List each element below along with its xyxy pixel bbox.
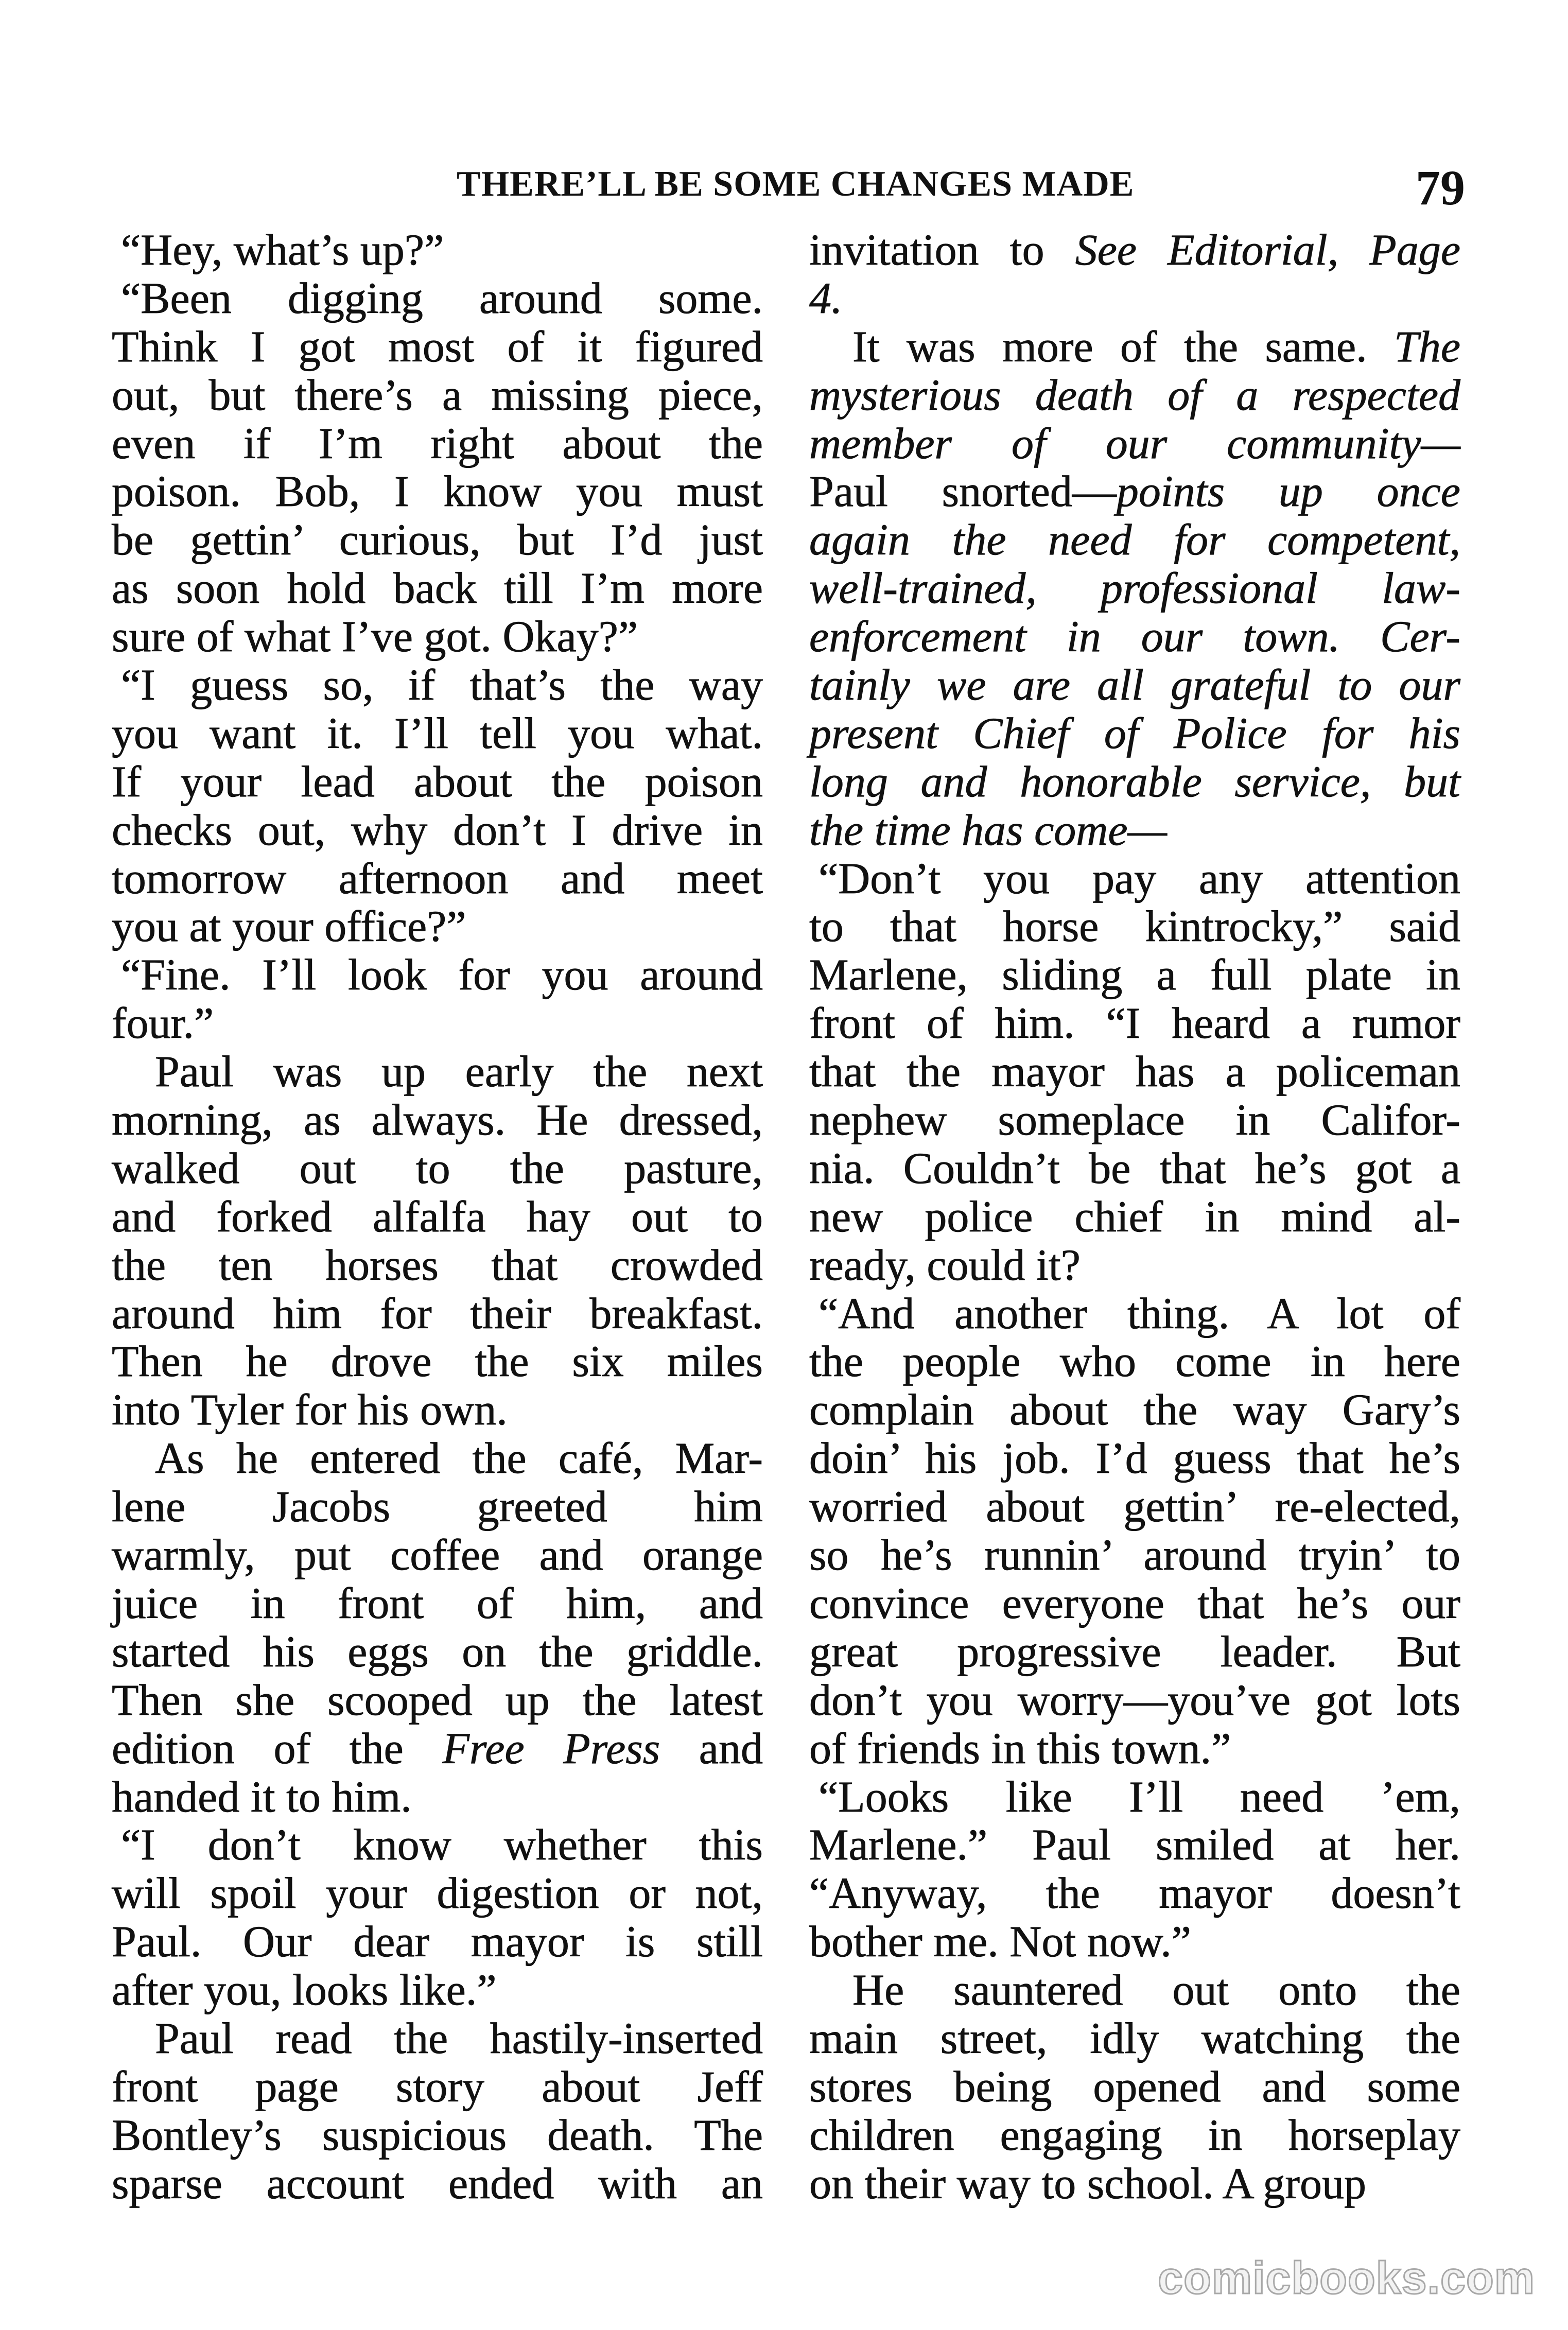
text-line (809, 661, 1460, 709)
text-run: into Tyler for his own. (112, 1385, 508, 1435)
text-line (112, 516, 763, 564)
text-line (809, 1096, 1460, 1144)
paragraph (112, 226, 763, 274)
text-run: walked out to the pasture, (112, 1143, 763, 1193)
text-line (809, 806, 1460, 855)
paragraph (809, 1966, 1460, 2207)
text-run: complain about the way Gary’s (809, 1385, 1460, 1435)
italic-text-run: 4. (809, 273, 843, 323)
text-line (809, 1676, 1460, 1725)
text-run: Then she scooped up the latest (112, 1675, 763, 1725)
text-run: as soon hold back till I’m more (112, 563, 763, 613)
text-line (809, 1290, 1460, 1338)
text-run: doin’ his job. I’d guess that he’s (809, 1433, 1460, 1483)
paragraph (112, 2014, 763, 2208)
text-run: poison. Bob, I know you must (112, 466, 763, 516)
text-run: Think I got most of it figured (112, 321, 763, 371)
text-line (112, 1773, 763, 1821)
text-line (809, 1821, 1460, 1869)
text-line (112, 1725, 763, 1773)
text-run: “And another thing. A lot of (818, 1288, 1460, 1338)
text-line (809, 758, 1460, 806)
text-line (809, 516, 1460, 564)
text-line (112, 709, 763, 758)
text-line (809, 1918, 1460, 1966)
text-run: nephew someplace in Califor- (809, 1095, 1460, 1145)
text-line (112, 226, 763, 274)
text-run: don’t you worry—you’ve got lots (809, 1675, 1460, 1725)
text-line (809, 1725, 1460, 1773)
text-run: “Fine. I’ll look for you around (121, 950, 763, 1000)
text-run: and forked alfalfa hay out to (112, 1191, 763, 1241)
text-run: lene Jacobs greeted him (112, 1482, 763, 1532)
text-run: He sauntered out onto the (852, 1965, 1460, 2015)
paragraph (112, 661, 763, 951)
text-line (809, 1966, 1460, 2014)
paragraph (809, 226, 1460, 323)
text-run: be gettin’ curious, but I’d just (112, 515, 763, 565)
text-run: you want it. I’ll tell you what. (112, 708, 763, 758)
text-line (809, 2111, 1460, 2160)
text-run: and (660, 1723, 763, 1773)
text-line (112, 1676, 763, 1725)
italic-text-run: long and honorable service, but (809, 756, 1460, 806)
text-run: out, but there’s a missing piece, (112, 370, 763, 420)
text-line (809, 1579, 1460, 1628)
text-line (112, 1579, 763, 1628)
italic-text-run: The (1394, 321, 1460, 371)
text-line (112, 2111, 763, 2160)
text-line (112, 806, 763, 855)
text-line (809, 2160, 1460, 2208)
text-run: stores being opened and some (809, 2061, 1460, 2111)
paragraph (809, 323, 1460, 855)
text-line (809, 1628, 1460, 1676)
text-run: four.” (112, 998, 214, 1048)
text-line (112, 2160, 763, 2208)
text-line (112, 613, 763, 661)
italic-text-run: member of our community— (809, 418, 1460, 468)
running-head-title: THERE’LL BE SOME CHANGES MADE (457, 164, 1135, 204)
text-line (809, 1869, 1460, 1918)
text-line (809, 999, 1460, 1048)
italic-text-run: Free Press (442, 1723, 660, 1773)
watermark: comicbooks.com (1158, 2252, 1535, 2303)
text-run: ready, could it? (809, 1240, 1081, 1290)
text-line (112, 1434, 763, 1483)
text-line (112, 1241, 763, 1290)
text-line (809, 420, 1460, 468)
text-line (112, 1048, 763, 1096)
right-text-column (809, 226, 1460, 2208)
text-line (112, 1193, 763, 1241)
text-line (112, 902, 763, 951)
text-line (112, 999, 763, 1048)
text-run: Marlene.” Paul smiled at her. (809, 1820, 1460, 1870)
text-line (809, 1531, 1460, 1579)
text-run: Paul read the hastily-inserted (155, 2013, 763, 2063)
text-run: worried about gettin’ re-elected, (809, 1482, 1460, 1532)
text-run: Paul was up early the next (155, 1047, 763, 1097)
text-line (809, 613, 1460, 661)
text-line (809, 951, 1460, 999)
paragraph (112, 1048, 763, 1434)
text-line (112, 1628, 763, 1676)
text-run: around him for their breakfast. (112, 1288, 763, 1338)
text-line (112, 855, 763, 903)
text-run: It was more of the same. (852, 321, 1394, 371)
text-run: nia. Couldn’t be that he’s got a (809, 1143, 1460, 1193)
text-line (809, 564, 1460, 613)
left-text-column (112, 226, 763, 2208)
text-line (809, 467, 1460, 516)
text-line (809, 1434, 1460, 1483)
text-run: new police chief in mind al- (809, 1191, 1460, 1241)
text-line (809, 709, 1460, 758)
italic-text-run: enforcement in our town. Cer- (809, 612, 1460, 662)
text-line (809, 1048, 1460, 1096)
text-run: checks out, why don’t I drive in (112, 805, 763, 855)
italic-text-run: present Chief of Police for his (809, 708, 1460, 758)
italic-text-run: the time has come— (809, 805, 1168, 855)
paragraph (809, 1773, 1460, 1967)
text-line (112, 1096, 763, 1144)
text-line (112, 1918, 763, 1966)
page-number: 79 (1416, 160, 1465, 215)
text-line (809, 1241, 1460, 1290)
text-line (809, 323, 1460, 371)
text-line (112, 1386, 763, 1434)
text-run: front of him. “I heard a rumor (809, 998, 1460, 1048)
text-line (112, 420, 763, 468)
text-run: juice in front of him, and (112, 1578, 763, 1628)
text-run: warmly, put coffee and orange (112, 1530, 763, 1580)
text-run: children engaging in horseplay (809, 2110, 1460, 2160)
text-line (112, 1869, 763, 1918)
text-run: Then he drove the six miles (112, 1336, 763, 1386)
text-run: Paul snorted— (809, 466, 1117, 516)
text-run: will spoil your digestion or not, (112, 1868, 763, 1918)
text-line (112, 2014, 763, 2063)
text-run: Bontley’s suspicious death. The (112, 2110, 763, 2160)
text-run: so he’s runnin’ around tryin’ to (809, 1530, 1460, 1580)
text-run: tomorrow afternoon and meet (112, 853, 763, 903)
text-line (112, 467, 763, 516)
text-line (809, 855, 1460, 903)
text-line (809, 1144, 1460, 1193)
text-run: convince everyone that he’s our (809, 1578, 1460, 1628)
text-run: “Hey, what’s up?” (121, 225, 444, 274)
text-line (112, 1966, 763, 2014)
text-line (809, 2063, 1460, 2111)
text-line (809, 226, 1460, 274)
text-line (112, 371, 763, 420)
text-line (112, 1290, 763, 1338)
text-run: main street, idly watching the (809, 2013, 1460, 2063)
text-line (112, 1531, 763, 1579)
italic-text-run: mysterious death of a respected (809, 370, 1460, 420)
text-run: even if I’m right about the (112, 418, 763, 468)
text-line (809, 274, 1460, 323)
text-line (809, 1483, 1460, 1531)
paragraph (809, 1290, 1460, 1773)
text-run: If your lead about the poison (112, 756, 763, 806)
text-line (112, 564, 763, 613)
text-run: “I guess so, if that’s the way (121, 660, 763, 710)
text-run: Paul. Our dear mayor is still (112, 1917, 763, 1967)
text-run: edition of the (112, 1723, 443, 1773)
text-run: that the mayor has a policeman (809, 1047, 1460, 1097)
text-run: handed it to him. (112, 1771, 412, 1821)
text-line (112, 323, 763, 371)
text-line (112, 661, 763, 709)
text-line (112, 274, 763, 323)
text-run: the ten horses that crowded (112, 1240, 763, 1290)
text-run: of friends in this town.” (809, 1723, 1231, 1773)
paragraph (112, 1434, 763, 1821)
text-run: great progressive leader. But (809, 1626, 1460, 1676)
text-run: started his eggs on the griddle. (112, 1626, 763, 1676)
text-run: front page story about Jeff (112, 2061, 763, 2111)
text-line (112, 1821, 763, 1869)
text-run: As he entered the café, Mar- (155, 1433, 763, 1483)
text-run: sure of what I’ve got. Okay?” (112, 612, 638, 662)
text-run: invitation to (809, 225, 1075, 274)
text-run: on their way to school. A group (809, 2158, 1367, 2208)
text-line (112, 1144, 763, 1193)
text-line (112, 1483, 763, 1531)
text-run: sparse account ended with an (112, 2158, 763, 2208)
text-run: the people who come in here (809, 1336, 1460, 1386)
text-run: “Don’t you pay any attention (818, 853, 1460, 903)
paragraph (112, 951, 763, 1048)
text-run: “I don’t know whether this (121, 1820, 763, 1870)
text-run: bother me. Not now.” (809, 1917, 1191, 1967)
paragraph (112, 1821, 763, 2014)
text-line (809, 1773, 1460, 1821)
text-run: “Been digging around some. (121, 273, 763, 323)
italic-text-run: See Editorial, Page (1075, 225, 1460, 274)
paragraph (112, 274, 763, 661)
text-line (809, 1386, 1460, 1434)
text-run: you at your office?” (112, 901, 466, 951)
text-line (112, 951, 763, 999)
text-run: to that horse kintrocky,” said (809, 901, 1460, 951)
text-line (809, 1193, 1460, 1241)
italic-text-run: points up once (1116, 466, 1460, 516)
text-run: Marlene, sliding a full plate in (809, 950, 1460, 1000)
text-line (809, 2014, 1460, 2063)
text-line (809, 902, 1460, 951)
text-run: “Looks like I’ll need ’em, (818, 1771, 1460, 1821)
text-line (809, 1337, 1460, 1386)
text-line (112, 2063, 763, 2111)
paragraph (809, 855, 1460, 1290)
italic-text-run: tainly we are all grateful to our (809, 660, 1460, 710)
text-line (809, 371, 1460, 420)
text-run: after you, looks like.” (112, 1965, 497, 2015)
text-line (112, 1337, 763, 1386)
italic-text-run: well-trained, professional law- (809, 563, 1460, 613)
text-line (112, 758, 763, 806)
italic-text-run: again the need for competent, (809, 515, 1460, 565)
text-run: morning, as always. He dressed, (112, 1095, 763, 1145)
text-run: “Anyway, the mayor doesn’t (809, 1868, 1460, 1918)
